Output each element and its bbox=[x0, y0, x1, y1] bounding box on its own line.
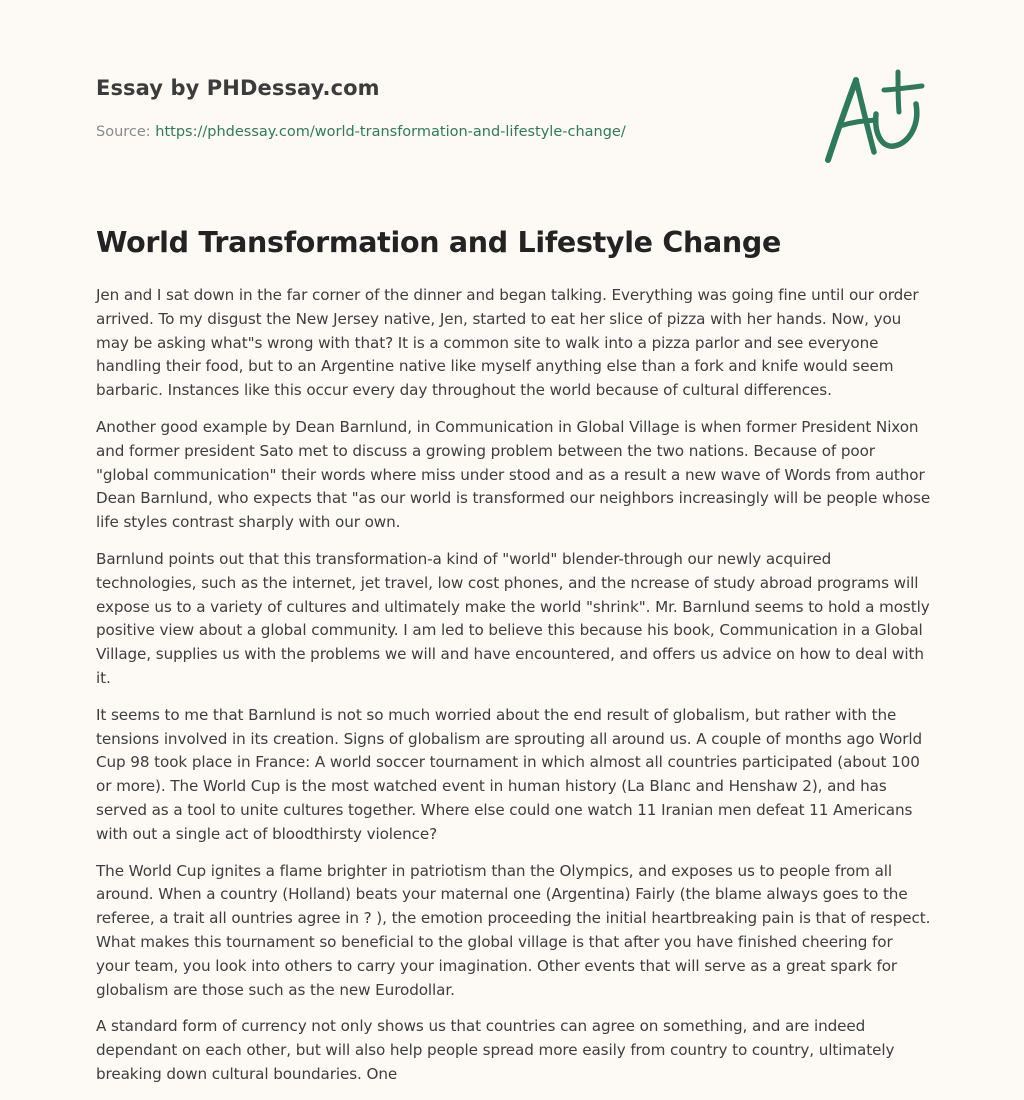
essay-title: World Transformation and Lifestyle Change bbox=[96, 226, 781, 259]
source-line bbox=[96, 124, 626, 140]
essay-paragraph: Barnlund points out that this transformation-a kind of "world" blender-through our newly acquired technologies, such as the internet, jet travel, low cost phones, and the ncrease of study abroad programs will expose us to a variety of cultures and ultimately make the world "shrink". Mr. Barnlund seems to hold a mostly positive view about a global community. I am led to believe this because his book, Communication in a Global Village, supplies us with the problems we will and have encountered, and offers us advice on how to deal with it. bbox=[96, 549, 930, 687]
essay-paragraph: It seems to me that Barnlund is not so much worried about the end result of globalism, but rather with the tensions involved in its creation. Signs of globalism are sprouting all around us. A couple of months ago World Cup 98 took place in France: A world soccer tournament in which almost all countries participated (about 100 or more). The World Cup is the most watched event in human history (La Blanc and Henshaw 2), and has served as a tool to unite cultures together. Where else could one watch 11 Iranian men defeat 11 Americans with out a single act of bloodthirsty violence? bbox=[96, 705, 923, 843]
essay-paragraph: A standard form of currency not only shows us that countries can agree on something, and are indeed dependant on each other, but will also help people spread more easily from country to country, ultimately breaking down cultural boundaries. One bbox=[96, 1017, 895, 1083]
essay-paragraph: Another good example by Dean Barnlund, in Communication in Global Village is when former President Nixon and former president Sato met to discuss a growing problem between the two nations. Because of poor "global communication" their words where miss under stood and as a result a new wave of Words from author Dean Barnlund, who expects that "as our world is transformed our neighbors increasingly will be people whose life styles contrast sharply with our own. bbox=[96, 417, 931, 532]
brand-title: Essay by PHDessay.com bbox=[96, 76, 380, 100]
a-plus-logo-icon bbox=[818, 64, 930, 166]
essay-body bbox=[96, 284, 931, 1100]
essay-paragraph: The World Cup ignites a flame brighter in patriotism than the Olympics, and exposes us to people from all around. When a country (Holland) beats your maternal one (Argentina) Fairly (the blame always goes to the referee, a trait all ountries agree in ? ), the emotion proceeding the initial heartbreaking pain is that of respect. What makes this tournament so beneficial to the global village is that after you have finished cheering for your team, you look into others to carry your imagination. Other events that will serve as a great spark for globalism are those such as the new Eurodollar. bbox=[96, 861, 931, 999]
essay-paragraph: Jen and I sat down in the far corner of the dinner and began talking. Everything was going fine until our order arrived. To my disgust the New Jersey native, Jen, started to eat her slice of pizza with her hands. Now, you may be asking what"s wrong with that? It is a common site to walk into a pizza parlor and see everyone handling their food, but to an Argentine native like myself anything else than a fork and knife would seem barbaric. Instances like this occur every day throughout the world because of cultural differences. bbox=[96, 286, 919, 400]
source-link[interactable]: https://phdessay.com/world-transformation-and-lifestyle-change/ bbox=[155, 124, 626, 140]
source-label: Source: bbox=[96, 124, 156, 140]
